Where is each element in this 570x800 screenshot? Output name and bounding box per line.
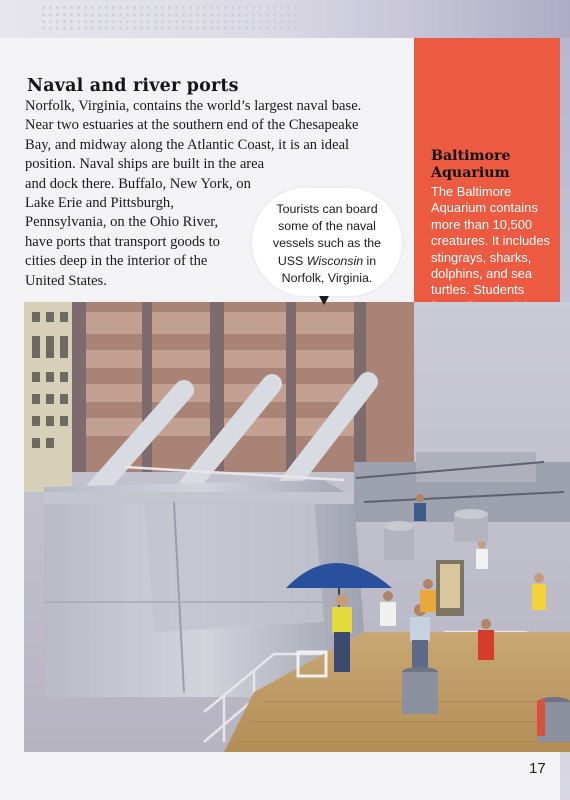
caption-text-end: in Norfolk, Virginia.	[281, 253, 377, 285]
battleship-photo	[24, 302, 570, 752]
body-line: United States.	[25, 272, 107, 289]
caption-pointer-icon	[319, 296, 329, 305]
body-line: Norfolk, Virginia, contains the world’s largest naval base.	[25, 98, 362, 114]
body-line: Bay, and midway along the Atlantic Coast, it is an ideal	[25, 136, 350, 153]
sidebar-title-line: Baltimore	[431, 148, 511, 164]
body-line: position. Naval ships are built in the area	[25, 156, 265, 173]
dot-pattern	[40, 4, 300, 34]
page-number: 17	[529, 760, 546, 777]
body-line: and dock there. Buffalo, New York, on	[25, 175, 251, 192]
sidebar-title-line: Aquarium	[431, 165, 510, 181]
section-heading: Naval and river ports	[27, 76, 239, 96]
caption-bubble	[252, 188, 402, 296]
caption-text	[262, 201, 392, 287]
body-line: Pennsylvania, on the Ohio River,	[25, 214, 219, 231]
ship-name: Wisconsin	[306, 253, 364, 268]
caption-text-start: Tourists can board some of the naval vessels such as the USS	[272, 202, 382, 268]
sidebar-title	[431, 148, 551, 182]
body-line: Lake Erie and Pittsburgh,	[25, 195, 174, 212]
battleship-illustration	[24, 302, 570, 752]
sidebar-text: The Baltimore Aquarium contains more than 10,500 creatures. It includes stingrays, sharks, dolphins, and sea turtles. Students	[431, 184, 550, 298]
body-line: have ports that transport goods to	[25, 233, 220, 250]
body-line: cities deep in the interior of the	[25, 253, 208, 270]
body-line: Near two estuaries at the southern end of the Chesapeake	[25, 117, 359, 134]
top-decorative-band	[0, 0, 570, 38]
